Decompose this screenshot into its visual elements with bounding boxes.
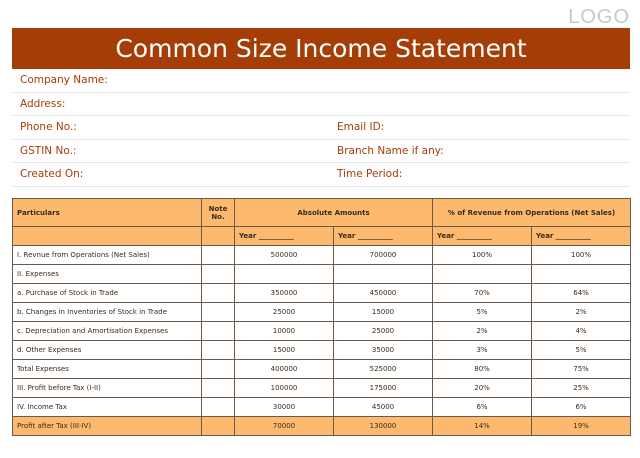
note-cell[interactable] [202, 379, 235, 398]
absolute-amount-1[interactable]: 25000 [235, 303, 334, 322]
absolute-amount-2[interactable]: 700000 [334, 246, 433, 265]
info-row-address [12, 93, 630, 117]
percent-value-1[interactable]: 5% [433, 303, 532, 322]
year-header-blank-note [202, 227, 235, 246]
info-row-company [12, 69, 630, 93]
year-field-4[interactable]: Year __________ [532, 227, 631, 246]
table-row [13, 398, 631, 417]
absolute-amount-2[interactable]: 130000 [334, 417, 433, 436]
table-row [13, 379, 631, 398]
percent-value-2[interactable]: 19% [532, 417, 631, 436]
table-row [13, 265, 631, 284]
row-label: b. Changes in Inventories of Stock in Trade [13, 303, 202, 322]
absolute-amount-1[interactable] [235, 265, 334, 284]
year-field-2[interactable]: Year __________ [334, 227, 433, 246]
company-info-section [12, 69, 630, 187]
percent-value-1[interactable]: 14% [433, 417, 532, 436]
row-label: III. Profit before Tax (I-II) [13, 379, 202, 398]
income-statement-table [12, 198, 631, 436]
percent-value-2[interactable] [532, 265, 631, 284]
email-label[interactable]: Email ID: [337, 121, 385, 134]
table-row [13, 322, 631, 341]
note-cell[interactable] [202, 322, 235, 341]
table-row [13, 341, 631, 360]
note-cell[interactable] [202, 246, 235, 265]
absolute-amount-1[interactable]: 400000 [235, 360, 334, 379]
row-label: IV. Income Tax [13, 398, 202, 417]
phone-label[interactable]: Phone No.: [20, 121, 77, 134]
percent-value-2[interactable]: 75% [532, 360, 631, 379]
percent-value-1[interactable] [433, 265, 532, 284]
year-header-blank [13, 227, 202, 246]
note-cell[interactable] [202, 303, 235, 322]
table-header-row [13, 199, 631, 227]
row-label: c. Depreciation and Amortisation Expenses [13, 322, 202, 341]
absolute-amount-2[interactable]: 15000 [334, 303, 433, 322]
page-title: Common Size Income Statement [115, 34, 527, 63]
logo: LOGO [568, 6, 630, 28]
year-header-row [13, 227, 631, 246]
note-cell[interactable] [202, 265, 235, 284]
percent-revenue-header: % of Revenue from Operations (Net Sales) [433, 199, 631, 227]
info-row-created-period [12, 163, 630, 187]
note-cell[interactable] [202, 360, 235, 379]
absolute-amount-1[interactable]: 100000 [235, 379, 334, 398]
percent-value-2[interactable]: 4% [532, 322, 631, 341]
table-row [13, 246, 631, 265]
absolute-amount-1[interactable]: 30000 [235, 398, 334, 417]
percent-value-1[interactable]: 20% [433, 379, 532, 398]
row-label: Profit after Tax (III-IV) [13, 417, 202, 436]
absolute-amount-2[interactable]: 35000 [334, 341, 433, 360]
absolute-amounts-header: Absolute Amounts [235, 199, 433, 227]
percent-value-1[interactable]: 3% [433, 341, 532, 360]
percent-value-1[interactable]: 80% [433, 360, 532, 379]
table-row [13, 303, 631, 322]
note-cell[interactable] [202, 398, 235, 417]
absolute-amount-1[interactable]: 350000 [235, 284, 334, 303]
percent-value-2[interactable]: 2% [532, 303, 631, 322]
absolute-amount-2[interactable]: 25000 [334, 322, 433, 341]
company-name-label[interactable]: Company Name: [20, 74, 108, 87]
row-label: Total Expenses [13, 360, 202, 379]
time-period-label[interactable]: Time Period: [337, 168, 403, 181]
absolute-amount-2[interactable]: 525000 [334, 360, 433, 379]
table-row [13, 360, 631, 379]
year-field-1[interactable]: Year __________ [235, 227, 334, 246]
branch-label[interactable]: Branch Name if any: [337, 144, 444, 157]
absolute-amount-2[interactable]: 45000 [334, 398, 433, 417]
note-cell[interactable] [202, 417, 235, 436]
percent-value-1[interactable]: 100% [433, 246, 532, 265]
absolute-amount-2[interactable]: 175000 [334, 379, 433, 398]
address-label[interactable]: Address: [20, 97, 66, 110]
percent-value-1[interactable]: 6% [433, 398, 532, 417]
gstin-label[interactable]: GSTIN No.: [20, 144, 77, 157]
absolute-amount-1[interactable]: 15000 [235, 341, 334, 360]
absolute-amount-1[interactable]: 70000 [235, 417, 334, 436]
percent-value-2[interactable]: 100% [532, 246, 631, 265]
info-row-phone-email [12, 116, 630, 140]
info-row-gstin-branch [12, 140, 630, 164]
row-label: I. Revnue from Operations (Net Sales) [13, 246, 202, 265]
year-field-3[interactable]: Year __________ [433, 227, 532, 246]
table-row [13, 417, 631, 436]
note-cell[interactable] [202, 341, 235, 360]
absolute-amount-2[interactable] [334, 265, 433, 284]
note-no-header: Note No. [202, 199, 235, 227]
table-row [13, 284, 631, 303]
absolute-amount-1[interactable]: 10000 [235, 322, 334, 341]
absolute-amount-1[interactable]: 500000 [235, 246, 334, 265]
title-bar [12, 28, 630, 69]
percent-value-1[interactable]: 2% [433, 322, 532, 341]
particulars-header: Particulars [13, 199, 202, 227]
absolute-amount-2[interactable]: 450000 [334, 284, 433, 303]
created-on-label[interactable]: Created On: [20, 168, 84, 181]
row-label: a. Purchase of Stock in Trade [13, 284, 202, 303]
percent-value-2[interactable]: 6% [532, 398, 631, 417]
percent-value-2[interactable]: 25% [532, 379, 631, 398]
percent-value-2[interactable]: 64% [532, 284, 631, 303]
row-label: II. Expenses [13, 265, 202, 284]
percent-value-1[interactable]: 70% [433, 284, 532, 303]
note-cell[interactable] [202, 284, 235, 303]
row-label: d. Other Expenses [13, 341, 202, 360]
percent-value-2[interactable]: 5% [532, 341, 631, 360]
